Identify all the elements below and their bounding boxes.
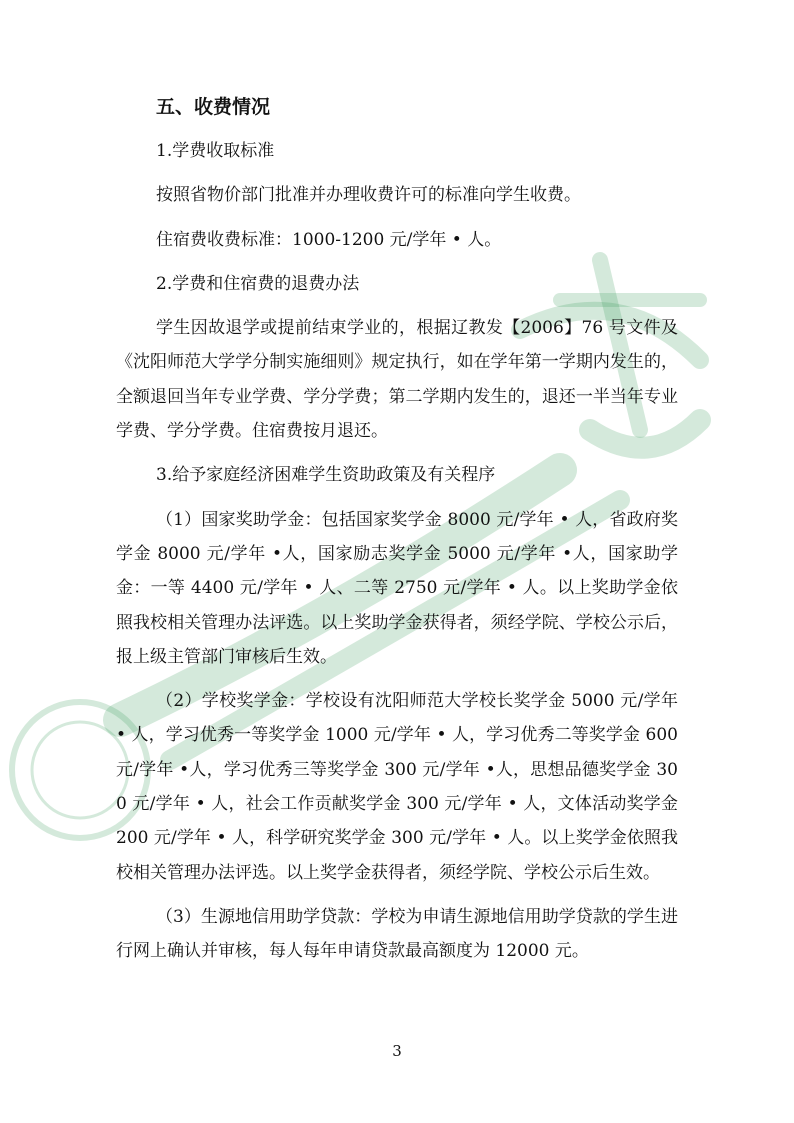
paragraph-tuition-standard: 按照省物价部门批准并办理收费许可的标准向学生收费。	[156, 185, 581, 206]
section-heading: 五、收费情况	[156, 96, 271, 118]
subheading-tuition-standard: 1.学费收取标准	[156, 141, 275, 161]
document-body	[116, 90, 678, 975]
page-number: 3	[392, 1042, 402, 1060]
paragraph-refund-policy: 学生因故退学或提前结束学业的，根据辽教发【2006】76 号文件及《沈阳师范大学学分制实施细则》规定执行，如在学年第一学期内发生的，全额退回当年专业学费、学分学费；第二学期内发生的，退还一半当年专业学费、学分学费。住宿费按月退还。	[116, 318, 678, 442]
paragraph-school-scholarships: （2）学校奖学金：学校设有沈阳师范大学校长奖学金 5000 元/学年 • 人，学习优秀一等奖学金 1000 元/学年 • 人，学习优秀二等奖学金 600 元/学年 •人，学习优秀三等奖学金 300 元/学年 •人，思想品德奖学金 300 元/学年 • 人，社会工作贡献奖学金 300 元/学年 • 人，文体活动奖学金 200 元/学年 • 人，科学研究奖学金 300 元/学年 • 人。以上奖学金依照我校相关管理办法评选。以上奖学金获得者，须经学院、学校公示后生效。	[116, 691, 678, 883]
subheading-refund-policy: 2.学费和住宿费的退费办法	[156, 273, 360, 294]
paragraph-accommodation-fee: 住宿费收费标准：1000-1200 元/学年 • 人。	[156, 229, 502, 250]
subheading-financial-aid: 3.给予家庭经济困难学生资助政策及有关程序	[156, 465, 496, 486]
paragraph-national-scholarships: （1）国家奖助学金：包括国家奖学金 8000 元/学年 • 人，省政府奖学金 8000 元/学年 •人，国家励志奖学金 5000 元/学年 •人，国家助学金：一等 4400 元/学年 • 人、二等 2750 元/学年 • 人。以上奖助学金依照我校相关管理办法评选。以上奖助学金获得者，须经学院、学校公示后，报上级主管部门审核后生效。	[116, 509, 678, 667]
paragraph-student-loans: （3）生源地信用助学贷款：学校为申请生源地信用助学贷款的学生进行网上确认并审核，每人每年申请贷款最高额度为 12000 元。	[116, 906, 678, 962]
